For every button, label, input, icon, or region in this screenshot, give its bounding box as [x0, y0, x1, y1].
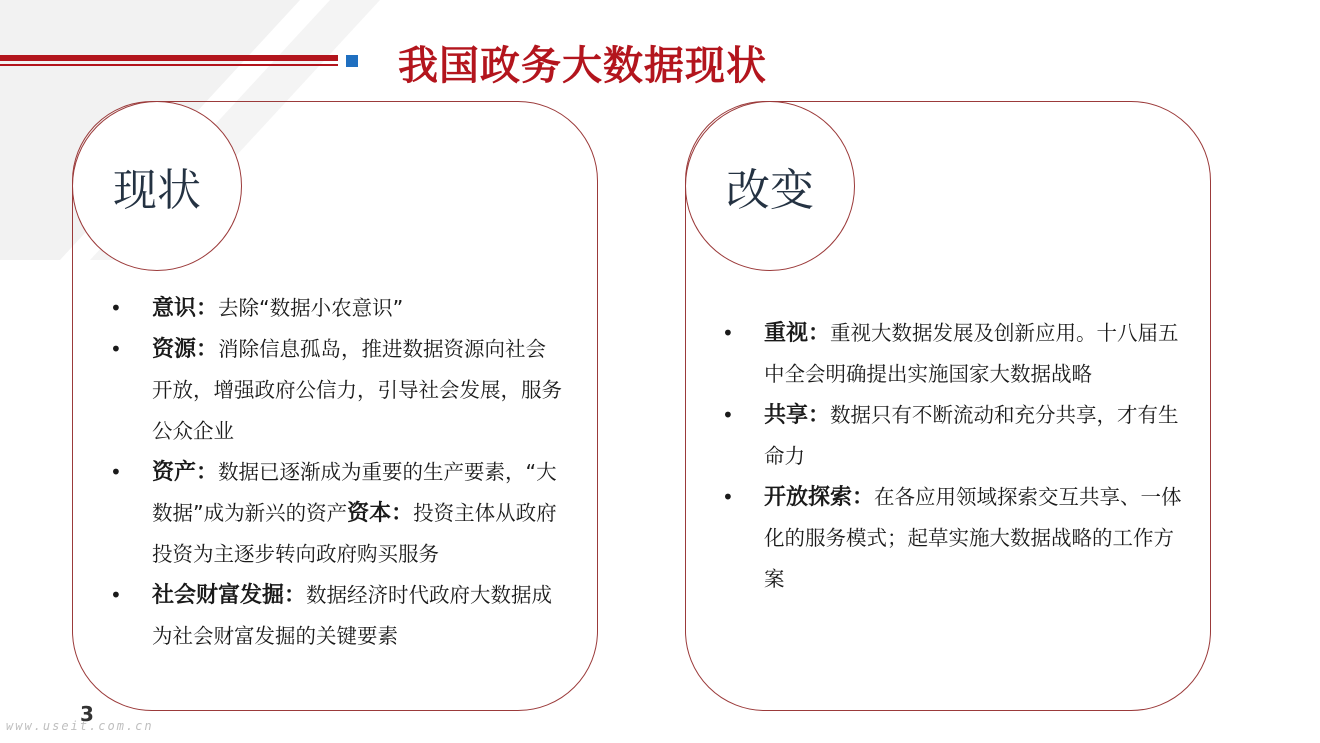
list-item: • 重视：重视大数据发展及创新应用。十八届五中全会明确提出实施国家大数据战略: [722, 313, 1182, 395]
list-item: • 意识：去除“数据小农意识”: [110, 288, 562, 329]
change-list: [722, 313, 1182, 600]
current-state-heading: 现状: [72, 101, 242, 271]
list-item: • 社会财富发掘：数据经济时代政府大数据成为社会财富发掘的关键要素: [110, 575, 562, 657]
list-item: • 开放探索：在各应用领域探索交互共享、一体化的服务模式；起草实施大数据战略的工作方案: [722, 477, 1182, 600]
watermark: www.useit.com.cn: [6, 719, 154, 733]
title-square-icon: [346, 55, 358, 67]
list-item: • 资源：消除信息孤岛，推进数据资源向社会开放，增强政府公信力，引导社会发展，服务公众企业: [110, 329, 562, 452]
current-state-list: [110, 288, 562, 657]
change-heading: 改变: [685, 101, 855, 271]
page-number: 3: [80, 702, 94, 726]
list-item: • 共享：数据只有不断流动和充分共享，才有生命力: [722, 395, 1182, 477]
title-accent-line: [0, 64, 338, 66]
list-item: • 资产：数据已逐渐成为重要的生产要素，“大数据”成为新兴的资产资本：投资主体从政府投资为主逐步转向政府购买服务: [110, 452, 562, 575]
title-accent-bar: [0, 55, 338, 61]
page-title: 我国政务大数据现状: [398, 43, 767, 89]
